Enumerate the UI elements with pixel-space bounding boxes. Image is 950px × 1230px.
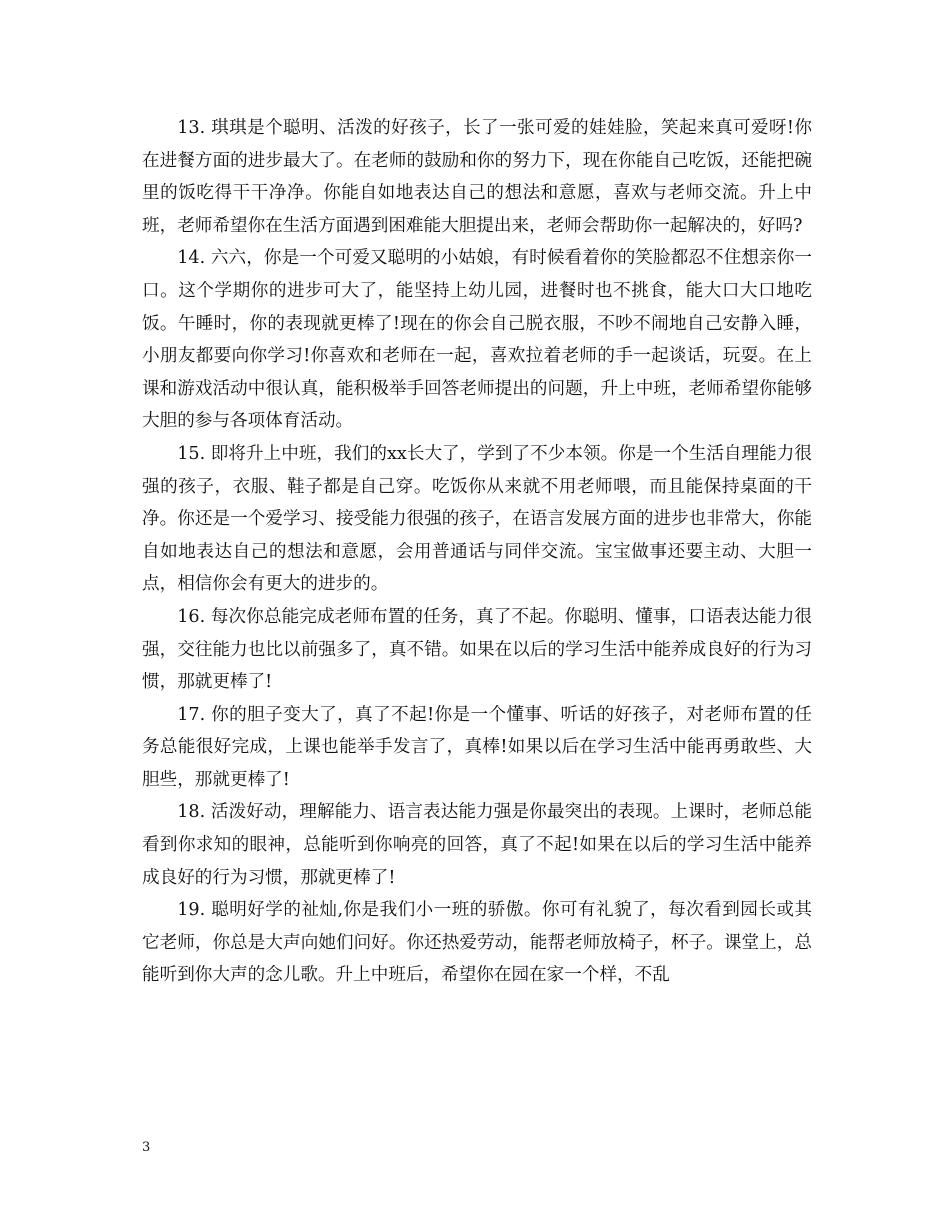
- paragraph-18: 18. 活泼好动，理解能力、语言表达能力强是你最突出的表现。上课时，老师总能看到你求知的眼神，总能听到你响亮的回答，真了不起!如果在以后的学习生活中能养成良好的行为习惯，那就更棒了!: [142, 802, 812, 888]
- paragraph-13: 13. 琪琪是个聪明、活泼的好孩子，长了一张可爱的娃娃脸，笑起来真可爱呀!你在进餐方面的进步最大了。在老师的鼓励和你的努力下，现在你能自己吃饭，还能把碗里的饭吃得干干净净。你能自如地表达自己的想法和意愿，喜欢与老师交流。升上中班，老师希望你在生活方面遇到困难能大胆提出来，老师会帮助你一起解决的，好吗?: [142, 118, 812, 236]
- document-body: [142, 112, 812, 992]
- paragraph-17: 17. 你的胆子变大了，真了不起!你是一个懂事、听话的好孩子，对老师布置的任务总能很好完成，上课也能举手发言了，真棒!如果以后在学习生活中能再勇敢些、大胆些，那就更棒了!: [142, 704, 812, 790]
- paragraph-14: 14. 六六，你是一个可爱又聪明的小姑娘，有时候看着你的笑脸都忍不住想亲你一口。这个学期你的进步可大了，能坚持上幼儿园，进餐时也不挑食，能大口大口地吃饭。午睡时，你的表现就更棒了!现在的你会自己脱衣服，不吵不闹地自己安静入睡，小朋友都要向你学习!你喜欢和老师在一起，喜欢拉着老师的手一起谈话，玩耍。在上课和游戏活动中很认真，能积极举手回答老师提出的问题，升上中班，老师希望你能够大胆的参与各项体育活动。: [142, 248, 812, 432]
- paragraph-19: 19. 聪明好学的祉灿,你是我们小一班的骄傲。你可有礼貌了，每次看到园长或其它老师，你总是大声向她们问好。你还热爱劳动，能帮老师放椅子，杯子。课堂上，总能听到你大声的念儿歌。升上中班后，希望你在园在家一个样，不乱: [142, 900, 812, 986]
- paragraph-16: 16. 每次你总能完成老师布置的任务，真了不起。你聪明、懂事，口语表达能力很强，交往能力也比以前强多了，真不错。如果在以后的学习生活中能养成良好的行为习惯，那就更棒了!: [142, 606, 812, 693]
- page-number: 3: [142, 1140, 151, 1155]
- paragraph-15: 15. 即将升上中班，我们的xx长大了，学到了不少本领。你是一个生活自理能力很强的孩子，衣服、鞋子都是自己穿。吃饭你从来就不用老师喂，而且能保持桌面的干净。你还是一个爱学习、接受能力很强的孩子，在语言发展方面的进步也非常大，你能自如地表达自己的想法和意愿，会用普通话与同伴交流。宝宝做事还要主动、大胆一点，相信你会有更大的进步的。: [142, 443, 812, 595]
